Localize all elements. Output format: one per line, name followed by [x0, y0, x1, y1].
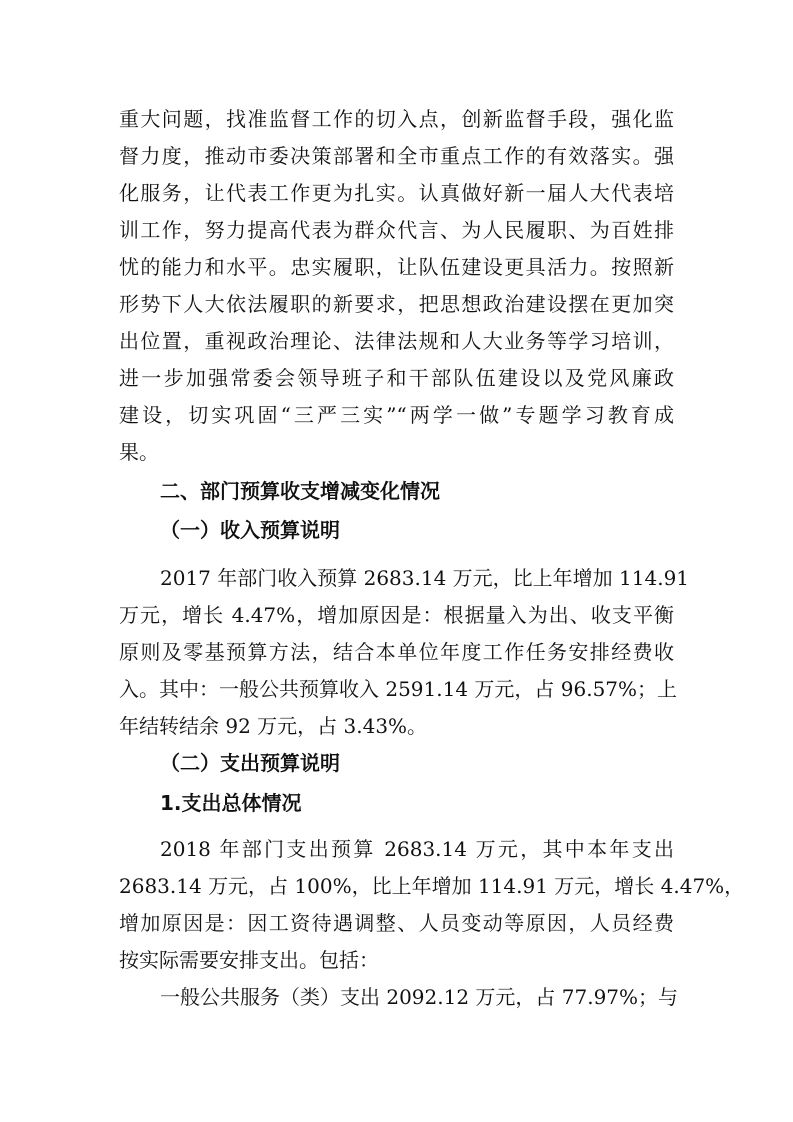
- paragraph-line: 训工作，努力提高代表为群众代言、为人民履职、为百姓排: [119, 218, 674, 242]
- paragraph-line: 督力度，推动市委决策部署和全市重点工作的有效落实。强: [119, 144, 674, 168]
- paragraph-line: 形势下人大依法履职的新要求，把思想政治建设摆在更加突: [119, 292, 674, 316]
- paragraph-line: 出位置，重视政治理论、法律法规和人大业务等学习培训，: [119, 329, 674, 353]
- subsection-heading: （二）支出预算说明: [160, 751, 340, 775]
- section-heading: 二、部门预算收支增减变化情况: [160, 479, 440, 503]
- paragraph-line: 果。: [119, 440, 159, 464]
- subsection-heading: 1.支出总体情况: [160, 791, 302, 815]
- paragraph-line: 2017 年部门收入预算 2683.14 万元，比上年增加 114.91: [160, 566, 690, 590]
- paragraph-line: 建设，切实巩固“三严三实”“两学一做”专题学习教育成: [119, 403, 674, 427]
- paragraph-line: 入。其中：一般公共预算收入 2591.14 万元，占 96.57%；上: [119, 677, 678, 701]
- paragraph-line: 重大问题，找准监督工作的切入点，创新监督手段，强化监: [119, 107, 674, 131]
- paragraph-line: 忧的能力和水平。忠实履职，让队伍建设更具活力。按照新: [119, 255, 674, 279]
- paragraph-line: 原则及零基预算方法，结合本单位年度工作任务安排经费收: [119, 640, 674, 664]
- paragraph-line: 进一步加强常委会领导班子和干部队伍建设以及党风廉政: [119, 366, 674, 390]
- paragraph-line: 2683.14 万元，占 100%，比上年增加 114.91 万元，增长 4.47%，: [119, 874, 745, 898]
- paragraph-line: 按实际需要安排支出。包括：: [119, 948, 379, 972]
- paragraph-line: 万元，增长 4.47%，增加原因是：根据量入为出、收支平衡: [119, 603, 674, 627]
- paragraph-line: 2018 年部门支出预算 2683.14 万元，其中本年支出: [160, 837, 674, 861]
- paragraph-line: 增加原因是：因工资待遇调整、人员变动等原因，人员经费: [119, 911, 674, 935]
- paragraph-line: 一般公共服务（类）支出 2092.12 万元，占 77.97%；与: [160, 985, 679, 1009]
- paragraph-line: 化服务，让代表工作更为扎实。认真做好新一届人大代表培: [119, 181, 674, 205]
- paragraph-line: 年结转结余 92 万元，占 3.43%。: [119, 714, 428, 738]
- subsection-heading: （一）收入预算说明: [160, 518, 340, 542]
